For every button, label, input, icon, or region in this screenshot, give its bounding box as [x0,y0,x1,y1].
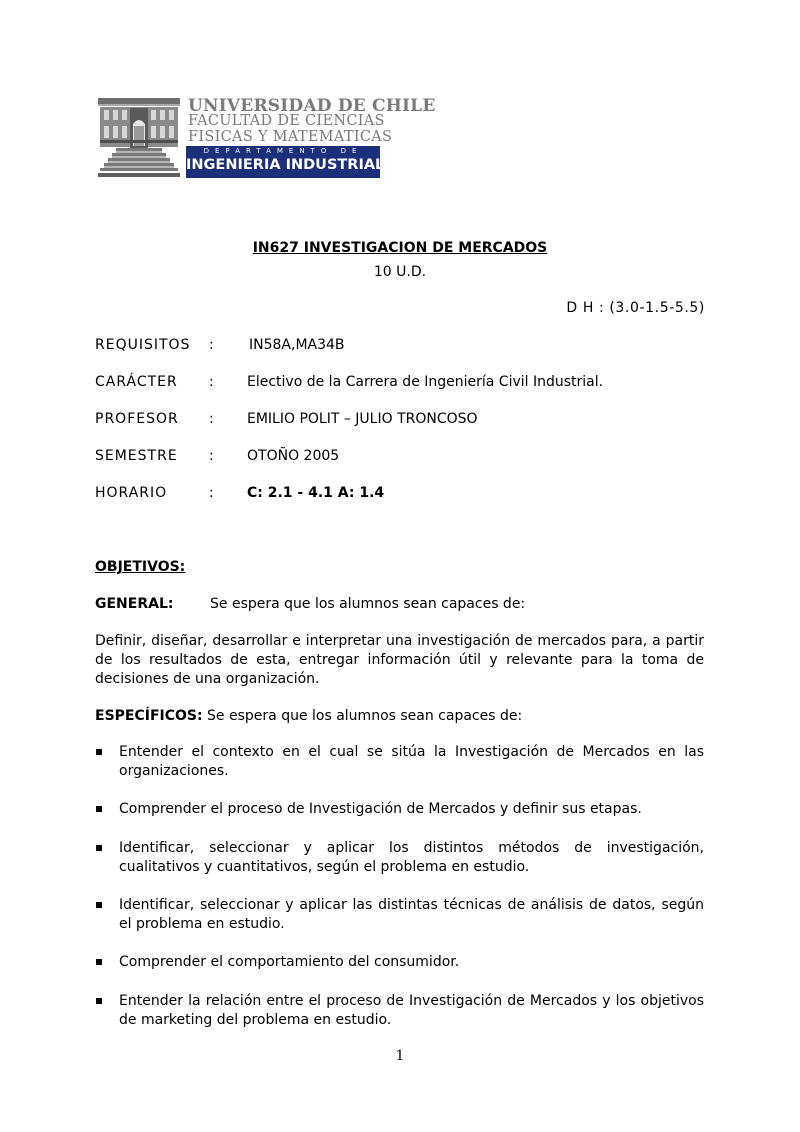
info-row-caracter [95,374,715,394]
info-row-requisitos [95,337,715,357]
list-item [95,896,704,934]
list-item-text: Identificar, seleccionar y aplicar los distintos métodos de investigación, cualitativos y cuantitativos, según el problema en estudio. [119,840,704,875]
page-number: 1 [395,1048,405,1064]
list-item [95,800,704,819]
general-row [95,596,525,612]
info-colon: : [209,411,214,427]
info-label: REQUISITOS [95,337,191,353]
info-colon: : [209,485,214,501]
logo-faculty-line1: FACULTAD DE CIENCIAS [188,113,385,129]
info-row-semestre [95,448,715,468]
list-item-text: Entender el contexto en el cual se sitúa la Investigación de Mercados en las organizaciones. [119,744,704,779]
info-value: IN58A,MA34B [249,337,345,353]
info-value: OTOÑO 2005 [247,448,340,464]
info-colon: : [209,448,214,464]
logo-department-band [186,146,385,178]
course-units: 10 U.D. [373,264,427,280]
university-logo [96,96,436,180]
list-item-text: Comprender el proceso de Investigación de Mercados y definir sus etapas. [119,801,642,817]
info-label: PROFESOR [95,411,179,427]
info-row-profesor [95,411,715,431]
course-title: IN627 INVESTIGACION DE MERCADOS [252,240,548,256]
general-paragraph: Definir, diseñar, desarrollar e interpretar una investigación de mercados para, a partir de los resultados de esta, entregar información útil y relevante para la toma de decisiones de una organización. [95,633,704,687]
specific-text: Se espera que los alumnos sean capaces de: [207,708,523,724]
bullet-icon [96,902,102,908]
specific-row [95,708,522,724]
info-label: CARÁCTER [95,374,178,390]
logo-university-name: UNIVERSIDAD DE CHILE [188,96,436,116]
list-item [95,743,704,781]
general-text: Se espera que los alumnos sean capaces de: [210,596,526,612]
logo-department-name: INGENIERIA INDUSTRIAL [186,157,385,173]
info-row-horario [95,485,715,505]
info-label: SEMESTRE [95,448,178,464]
list-item [95,839,704,877]
general-label: GENERAL: [95,596,174,612]
bullet-icon [96,806,102,812]
specific-label: ESPECÍFICOS: [95,708,203,724]
list-item-text: Entender la relación entre el proceso de Investigación de Mercados y los objetivos de marketing del problema en estudio. [119,993,704,1028]
list-item-text: Comprender el comportamiento del consumidor. [119,954,460,970]
building-emblem-icon [96,96,182,180]
bullet-icon [96,998,102,1004]
objectives-heading: OBJETIVOS: [95,559,186,575]
bullet-icon [96,845,102,851]
logo-faculty-line2: FISICAS Y MATEMATICAS [188,129,393,145]
info-value: C: 2.1 - 4.1 A: 1.4 [247,485,385,501]
info-value: Electivo de la Carrera de Ingeniería Civil Industrial. [247,374,604,390]
info-colon: : [209,374,214,390]
bullet-icon [96,959,102,965]
logo-department-label: DEPARTAMENTO DE [203,147,363,155]
list-item [95,953,704,972]
bullet-icon [96,749,102,755]
list-item-text: Identificar, seleccionar y aplicar las distintas técnicas de análisis de datos, según el problema en estudio. [119,897,704,932]
info-label: HORARIO [95,485,168,501]
info-value: EMILIO POLIT – JULIO TRONCOSO [247,411,478,427]
list-item [95,992,704,1030]
course-dh: D H : (3.0-1.5-5.5) [566,300,705,316]
info-colon: : [209,337,214,353]
